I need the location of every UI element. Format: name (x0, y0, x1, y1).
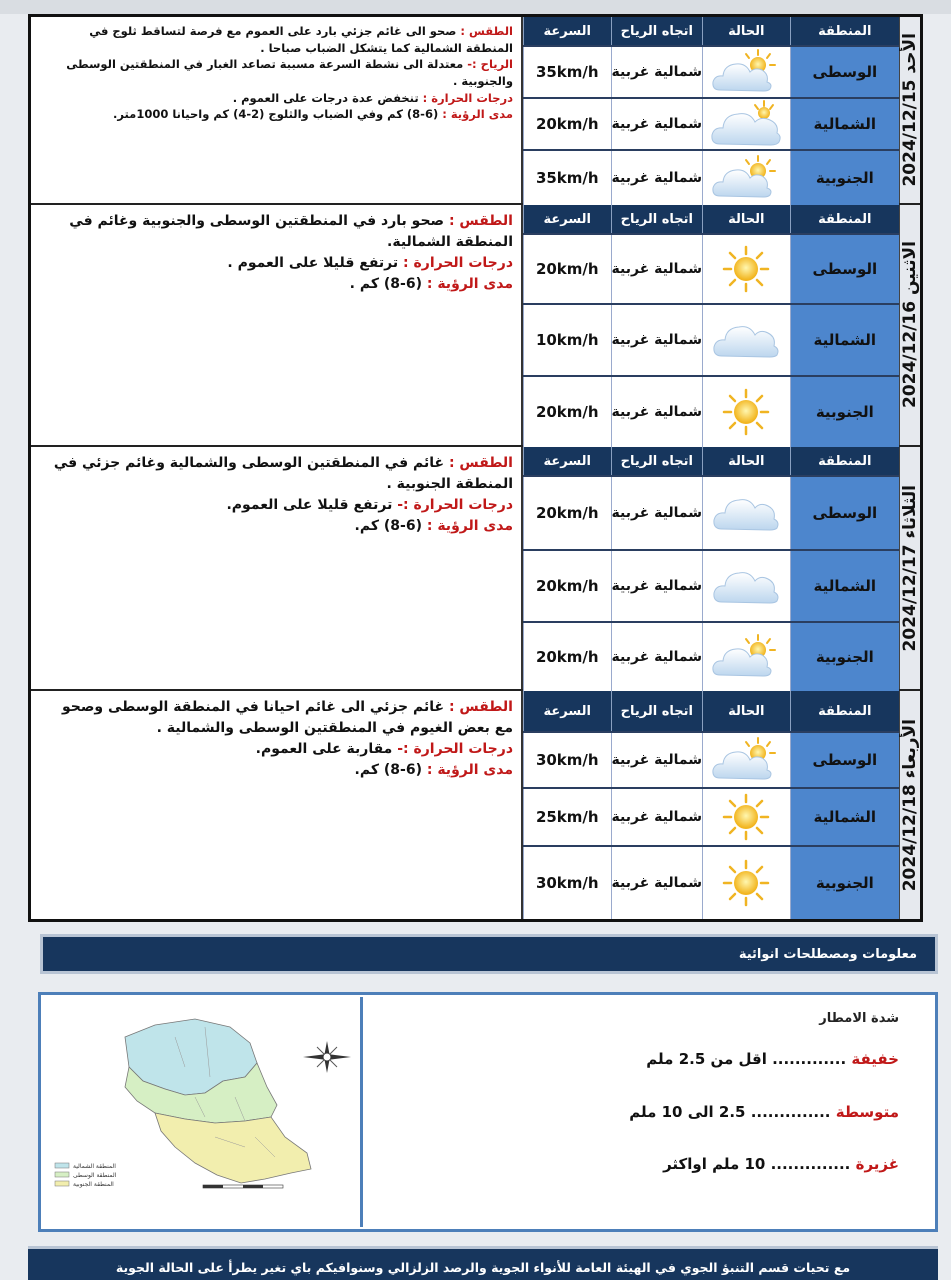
region-cell: الجنوبية (790, 377, 899, 447)
partly-cloudy-icon (710, 736, 782, 784)
footer-bar (28, 1246, 938, 1280)
header-direction: اتجاه الرياح (611, 691, 703, 731)
speed-cell: 20km/h (523, 377, 611, 447)
speed-cell: 25km/h (523, 789, 611, 845)
visibility-line (39, 106, 513, 123)
table-row (523, 375, 899, 447)
direction-cell: شمالية غربية (611, 551, 703, 621)
region-cell: الجنوبية (790, 151, 899, 205)
speed-cell: 30km/h (523, 847, 611, 919)
table-row (523, 303, 899, 375)
state-cell (702, 47, 790, 97)
visibility-line (39, 516, 513, 537)
speed-cell: 35km/h (523, 47, 611, 97)
info-box (38, 992, 938, 1232)
sun-icon (710, 388, 782, 436)
region-cell: الوسطى (790, 235, 899, 303)
header-speed: السرعة (523, 691, 611, 731)
forecast-description (39, 697, 513, 781)
table-row (523, 549, 899, 621)
direction-cell: شمالية غربية (611, 151, 703, 205)
day-block (31, 447, 920, 691)
weather-label: الطقس : (448, 213, 513, 229)
weather-line (39, 23, 513, 56)
direction-cell: شمالية غربية (611, 789, 703, 845)
day-block (31, 205, 920, 447)
state-cell (702, 99, 790, 149)
rain-title: شدة الامطار (819, 1011, 899, 1026)
temperature-label: درجات الحرارة :- (397, 741, 513, 757)
header-state: الحالة (702, 17, 790, 45)
rain-intensity (371, 995, 935, 1229)
regions-map-icon (45, 997, 363, 1227)
header-state: الحالة (702, 447, 790, 475)
day-block (31, 691, 920, 919)
forecast-description (39, 453, 513, 537)
wind-text: معتدلة الى نشطة السرعة مسببة تصاعد الغبار في المنطقتين الوسطى والجنوبية . (66, 57, 513, 89)
weather-text: صحو بارد في المنطقتين الوسطى والجنوبية وغائم في المنطقة الشمالية. (69, 213, 513, 250)
partly-cloudy-icon (710, 48, 782, 96)
header-speed: السرعة (523, 17, 611, 45)
weather-table (521, 17, 899, 203)
direction-cell: شمالية غربية (611, 477, 703, 549)
partly-cloudy-icon (710, 154, 782, 202)
visibility-line (39, 274, 513, 295)
table-row (523, 621, 899, 691)
rain-heavy: غزيرة .............. 10 ملم اواكثر (663, 1155, 899, 1173)
state-cell (702, 377, 790, 447)
header-state: الحالة (702, 691, 790, 731)
table-row (523, 97, 899, 149)
temperature-text: ترتفع قليلا على العموم. (226, 497, 398, 513)
temperature-text: مقاربة على العموم. (255, 741, 398, 757)
direction-cell: شمالية غربية (611, 623, 703, 691)
temperature-line (39, 253, 513, 274)
speed-cell: 20km/h (523, 551, 611, 621)
svg-text:المنطقة الشمالية: المنطقة الشمالية (73, 1163, 116, 1170)
header-direction: اتجاه الرياح (611, 447, 703, 475)
direction-cell: شمالية غربية (611, 733, 703, 787)
day-label: الأحد 2024/12/15 (898, 17, 920, 203)
forecast-description (39, 211, 513, 295)
header-region: المنطقة (790, 691, 899, 731)
cloudy-sun-behind-icon (710, 100, 782, 148)
rain-moderate: متوسطة .............. 2.5 الى 10 ملم (629, 1103, 899, 1121)
info-title-bar (40, 934, 938, 974)
svg-text:المنطقة الوسطى: المنطقة الوسطى (73, 1172, 117, 1179)
temperature-text: ترتفع قليلا على العموم . (227, 255, 404, 271)
direction-cell: شمالية غربية (611, 847, 703, 919)
state-cell (702, 789, 790, 845)
table-row (523, 731, 899, 787)
weather-label: الطقس : (448, 455, 513, 471)
state-cell (702, 623, 790, 691)
temperature-line (39, 90, 513, 107)
table-header (523, 17, 899, 45)
header-direction: اتجاه الرياح (611, 17, 703, 45)
table-row (523, 475, 899, 549)
sun-icon (710, 859, 782, 907)
table-row (523, 45, 899, 97)
svg-text:المنطقة الجنوبية: المنطقة الجنوبية (73, 1181, 114, 1188)
weather-text: غائم في المنطقتين الوسطى والشمالية وغائم جزئي في المنطقة الجنوبية . (53, 455, 513, 492)
temperature-label: درجات الحرارة : (422, 90, 513, 105)
speed-cell: 10km/h (523, 305, 611, 375)
wind-label: الرياح :- (467, 57, 513, 72)
header-speed: السرعة (523, 205, 611, 233)
compass-icon (303, 1041, 351, 1073)
day-label: الأربعاء 2024/12/18 (898, 691, 920, 919)
region-cell: الجنوبية (790, 847, 899, 919)
state-cell (702, 847, 790, 919)
direction-cell: شمالية غربية (611, 235, 703, 303)
state-cell (702, 305, 790, 375)
header-region: المنطقة (790, 205, 899, 233)
visibility-line (39, 760, 513, 781)
speed-cell: 20km/h (523, 235, 611, 303)
speed-cell: 35km/h (523, 151, 611, 205)
speed-cell: 30km/h (523, 733, 611, 787)
table-header (523, 205, 899, 233)
forecast-description (39, 23, 513, 123)
state-cell (702, 733, 790, 787)
region-cell: الشمالية (790, 551, 899, 621)
speed-cell: 20km/h (523, 623, 611, 691)
visibility-text: (6-8) كم . (349, 276, 427, 292)
weather-table (521, 205, 899, 445)
wind-line (39, 56, 513, 89)
direction-cell: شمالية غربية (611, 99, 703, 149)
day-block (31, 17, 920, 205)
weather-line (39, 453, 513, 495)
header-state: الحالة (702, 205, 790, 233)
weather-text: غائم جزئي الى غائم احيانا في المنطقة الوسطى وصحو مع بعض الغيوم في المنطقتين الوسطى والشمالية . (61, 699, 513, 736)
temperature-line (39, 739, 513, 760)
weather-text: صحو الى غائم جزئي بارد على العموم مع فرصة لتساقط ثلوج في المنطقة الشمالية كما يتشكل الضباب صباحا . (89, 24, 513, 55)
state-cell (702, 151, 790, 205)
visibility-text: (6-8) كم وفي الضباب والثلوج (2-4) كم واحيانا 1000متر. (112, 107, 443, 122)
rain-light: خفيفة ............. اقل من 2.5 ملم (646, 1050, 899, 1068)
iraq-map (45, 997, 363, 1227)
visibility-text: (6-8) كم. (354, 518, 427, 534)
region-cell: الوسطى (790, 477, 899, 549)
table-row (523, 149, 899, 205)
speed-cell: 20km/h (523, 477, 611, 549)
cloud-icon (710, 562, 782, 610)
visibility-label: مدى الرؤية : (426, 276, 513, 292)
weather-table (521, 691, 899, 919)
temperature-label: درجات الحرارة : (403, 255, 513, 271)
table-header (523, 447, 899, 475)
visibility-label: مدى الرؤية : (442, 107, 513, 122)
region-cell: الجنوبية (790, 623, 899, 691)
direction-cell: شمالية غربية (611, 305, 703, 375)
table-row (523, 787, 899, 845)
info-title: معلومات ومصطلحات انوائية (738, 946, 917, 962)
scale-bar-icon (203, 1185, 283, 1188)
region-cell: الشمالية (790, 789, 899, 845)
map-legend (55, 1163, 117, 1188)
weather-label: الطقس : (448, 699, 513, 715)
temperature-text: تنخفض عدة درجات على العموم . (232, 90, 423, 105)
sun-icon (710, 793, 782, 841)
table-row (523, 233, 899, 303)
temperature-label: درجات الحرارة :- (397, 497, 513, 513)
table-row (523, 845, 899, 919)
weather-label: الطقس : (460, 24, 513, 38)
top-strip (0, 0, 951, 14)
header-region: المنطقة (790, 17, 899, 45)
cloud-icon (710, 316, 782, 364)
region-cell: الوسطى (790, 733, 899, 787)
header-speed: السرعة (523, 447, 611, 475)
region-cell: الوسطى (790, 47, 899, 97)
header-region: المنطقة (790, 447, 899, 475)
region-cell: الشمالية (790, 305, 899, 375)
state-cell (702, 551, 790, 621)
table-header (523, 691, 899, 731)
sun-icon (710, 245, 782, 293)
footer-text: مع تحيات قسم التنبؤ الجوي في الهيئة العامة للأنواء الجوية والرصد الزلزالي وسنوافيكم باي تغير يطرأ على الحالة الجوية (115, 1260, 851, 1275)
temperature-line (39, 495, 513, 516)
direction-cell: شمالية غربية (611, 377, 703, 447)
visibility-label: مدى الرؤية : (426, 518, 513, 534)
header-direction: اتجاه الرياح (611, 205, 703, 233)
weather-table (521, 447, 899, 689)
day-label: الاثنين 2024/12/16 (898, 205, 920, 445)
weather-line (39, 697, 513, 739)
weather-line (39, 211, 513, 253)
region-cell: الشمالية (790, 99, 899, 149)
forecast-table (28, 14, 923, 922)
state-cell (702, 235, 790, 303)
visibility-text: (6-8) كم. (354, 762, 427, 778)
visibility-label: مدى الرؤية : (426, 762, 513, 778)
partly-cloudy-icon (710, 633, 782, 681)
cloud-icon (710, 489, 782, 537)
state-cell (702, 477, 790, 549)
day-label: الثلاثاء 2024/12/17 (898, 447, 920, 689)
speed-cell: 20km/h (523, 99, 611, 149)
direction-cell: شمالية غربية (611, 47, 703, 97)
